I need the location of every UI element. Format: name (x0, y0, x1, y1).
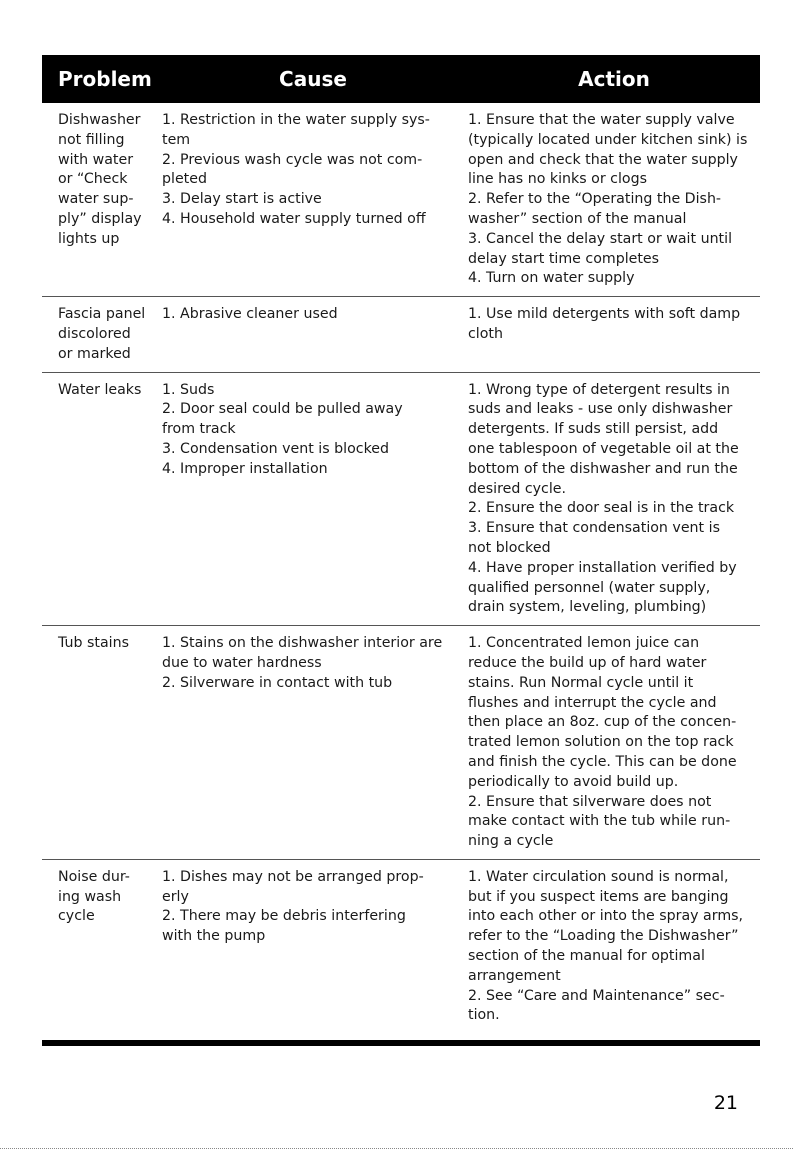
text-line: 3. Ensure that condensation vent is (468, 520, 720, 537)
text-line: pleted (162, 171, 207, 188)
action-cell (468, 111, 760, 289)
text-line: 1. Stains on the dishwasher interior are (162, 635, 443, 652)
text-line: erly (162, 888, 189, 905)
text-line: trated lemon solution on the top rack (468, 734, 734, 751)
text-line: refer to the “Loading the Dishwasher” (468, 928, 739, 945)
text-line: or marked (58, 345, 131, 362)
text-line: ply” display (58, 210, 142, 227)
text-line: but if you suspect items are banging (468, 888, 729, 905)
text-line: ning a cycle (468, 833, 554, 850)
text-line: due to water hardness (162, 654, 322, 671)
table-row (42, 103, 760, 297)
cause-cell (162, 868, 468, 1026)
text-line: 1. Suds (162, 381, 215, 398)
text-line: 1. Abrasive cleaner used (162, 306, 338, 323)
text-line: cloth (468, 325, 503, 342)
action-cell (468, 634, 760, 852)
text-line: 2. Silverware in contact with tub (162, 674, 393, 691)
text-line: make contact with the tub while run- (468, 813, 731, 830)
text-line: not blocked (468, 539, 551, 556)
text-line: 2. Previous wash cycle was not com- (162, 151, 423, 168)
action-cell (468, 868, 760, 1026)
table-row (42, 626, 760, 860)
text-line: delay start time completes (468, 250, 660, 267)
text-line: 1. Restriction in the water supply sys- (162, 112, 430, 128)
text-line: 3. Delay start is active (162, 191, 322, 208)
text-line: 2. See “Care and Maintenance” sec- (468, 987, 725, 1004)
text-line: 3. Cancel the delay start or wait until (468, 230, 733, 247)
text-line: 1. Use mild detergents with soft damp (468, 306, 741, 323)
text-line: 3. Condensation vent is blocked (162, 440, 390, 457)
troubleshooting-table (42, 55, 760, 1033)
text-line: periodically to avoid build up. (468, 773, 679, 790)
page-number: 21 (713, 1092, 738, 1114)
text-line: open and check that the water supply (468, 151, 738, 168)
text-line: discolored (58, 325, 131, 342)
text-line: Fascia panel (58, 306, 146, 323)
table-row (42, 860, 760, 1033)
text-line: cycle (58, 908, 95, 925)
text-line: washer” section of the manual (468, 210, 687, 227)
text-line: Water leaks (58, 381, 142, 398)
text-line: 2. Door seal could be pulled away (162, 401, 403, 418)
page-edge-dotted-line (0, 1148, 793, 1149)
text-line: not filling (58, 131, 125, 148)
cause-cell (162, 634, 468, 852)
header-problem: Problem (58, 67, 152, 91)
text-line: 1. Water circulation sound is normal, (468, 868, 729, 885)
text-line: drain system, leveling, plumbing) (468, 599, 707, 616)
text-line: section of the manual for optimal (468, 948, 705, 965)
table-body (42, 103, 760, 1033)
bottom-rule (42, 1040, 760, 1046)
text-line: desired cycle. (468, 480, 567, 497)
text-line: then place an 8oz. cup of the concen- (468, 714, 737, 731)
table-row (42, 373, 760, 627)
text-line: qualified personnel (water supply, (468, 579, 711, 596)
text-line: stains. Run Normal cycle until it (468, 674, 694, 691)
problem-cell (42, 634, 162, 852)
text-line: 4. Have proper installation verified by (468, 559, 737, 576)
text-line: tem (162, 131, 191, 148)
text-line: 2. There may be debris interfering (162, 908, 406, 925)
text-line: Dishwasher (58, 112, 141, 128)
action-cell (468, 381, 760, 619)
text-line: 4. Improper installation (162, 460, 328, 477)
text-line: suds and leaks - use only dishwasher (468, 401, 733, 418)
cause-cell (162, 381, 468, 619)
text-line: 1. Wrong type of detergent results in (468, 381, 730, 398)
text-line: 2. Ensure that silverware does not (468, 793, 712, 810)
text-line: Tub stains (58, 635, 129, 652)
text-line: (typically located under kitchen sink) is (468, 131, 748, 148)
problem-cell (42, 381, 162, 619)
table-header (42, 55, 760, 103)
header-cause: Cause (279, 67, 347, 91)
text-line: from track (162, 421, 236, 438)
text-line: 1. Dishes may not be arranged prop- (162, 868, 424, 885)
text-line: with water (58, 151, 134, 168)
text-line: 4. Turn on water supply (468, 270, 635, 287)
text-line: water sup- (58, 191, 134, 208)
text-line: ing wash (58, 888, 122, 905)
problem-cell (42, 868, 162, 1026)
cause-cell (162, 305, 468, 364)
cause-cell (162, 111, 468, 289)
problem-cell (42, 111, 162, 289)
text-line: bottom of the dishwasher and run the (468, 460, 738, 477)
header-action: Action (578, 67, 650, 91)
text-line: tion. (468, 1007, 500, 1024)
text-line: 1. Ensure that the water supply valve (468, 112, 735, 128)
table-row (42, 297, 760, 372)
text-line: arrangement (468, 967, 561, 984)
text-line: line has no kinks or clogs (468, 171, 647, 188)
text-line: flushes and interrupt the cycle and (468, 694, 717, 711)
text-line: reduce the build up of hard water (468, 654, 707, 671)
text-line: 2. Ensure the door seal is in the track (468, 500, 735, 517)
text-line: with the pump (162, 928, 266, 945)
text-line: lights up (58, 230, 120, 247)
action-cell (468, 305, 760, 364)
text-line: Noise dur- (58, 868, 130, 885)
text-line: one tablespoon of vegetable oil at the (468, 440, 739, 457)
text-line: 2. Refer to the “Operating the Dish- (468, 191, 722, 208)
text-line: and finish the cycle. This can be done (468, 753, 737, 770)
text-line: detergents. If suds still persist, add (468, 421, 719, 438)
problem-cell (42, 305, 162, 364)
text-line: 1. Concentrated lemon juice can (468, 635, 700, 652)
text-line: into each other or into the spray arms, (468, 908, 744, 925)
text-line: 4. Household water supply turned off (162, 210, 426, 227)
text-line: or “Check (58, 171, 128, 188)
